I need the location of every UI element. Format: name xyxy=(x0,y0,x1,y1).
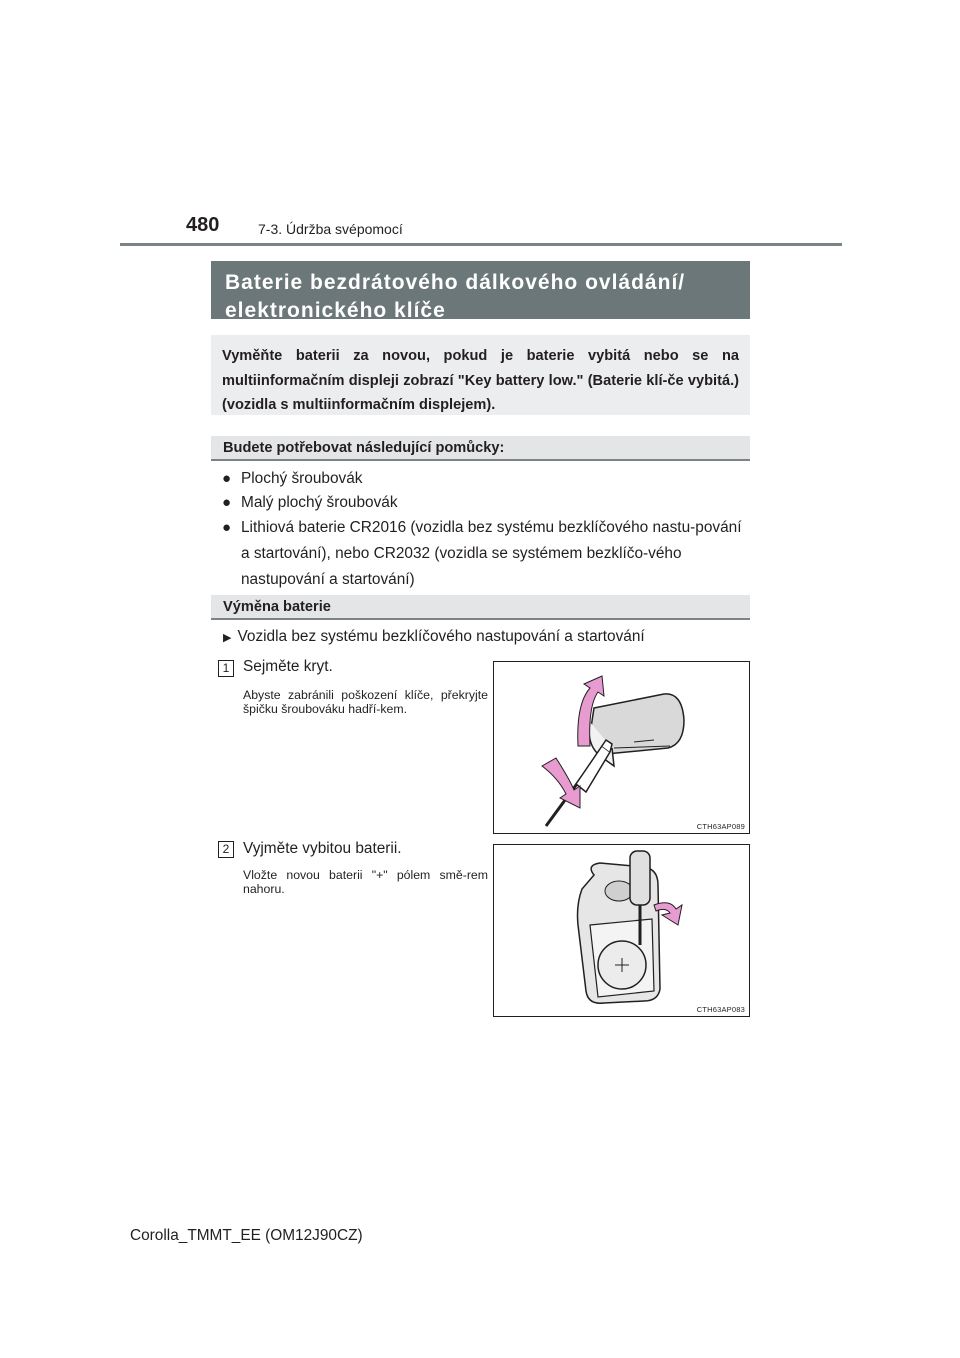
step-2-title: Vyjměte vybitou baterii. xyxy=(243,840,402,857)
figure-code-1: CTH63AP089 xyxy=(696,822,745,831)
battery-removal-illustration xyxy=(494,845,749,1016)
figure-remove-battery xyxy=(493,844,750,1017)
list-item-text: Malý plochý šroubovák xyxy=(241,494,398,511)
list-item xyxy=(222,515,750,593)
header-rule xyxy=(120,243,842,246)
list-item-text: Plochý šroubovák xyxy=(241,470,363,487)
step-1-note: Abyste zabránili poškození klíče, překryjte špičku šroubováku hadří-kem. xyxy=(243,688,488,716)
step-1-title: Sejměte kryt. xyxy=(243,658,333,675)
tools-heading-label: Budete potřebovat následující pomůcky: xyxy=(223,440,505,456)
page-number: 480 xyxy=(186,214,220,236)
subsection-text: Vozidla bez systému bezklíčového nastupování a startování xyxy=(237,628,645,645)
step-2-note: Vložte novou baterii "+" pólem smě-rem nahoru. xyxy=(243,868,488,896)
page-title-line-2: elektronického klíče xyxy=(225,299,446,322)
bullet-icon: ● xyxy=(222,494,232,511)
section-label: 7-3. Údržba svépomocí xyxy=(258,221,403,237)
triangle-arrow-icon: ▶ xyxy=(223,632,232,644)
tools-heading xyxy=(211,436,750,461)
bullet-icon: ● xyxy=(222,519,232,536)
tools-list xyxy=(222,467,750,593)
step-number-1: 1 xyxy=(218,660,234,677)
key-cover-illustration xyxy=(494,662,749,833)
list-item xyxy=(222,491,750,515)
replacement-heading-label: Výměna baterie xyxy=(223,599,331,615)
list-item-text: Lithiová baterie CR2016 (vozidla bez systému bezklíčového nastu-pování a startování), nebo CR2032 (vozidla se systémem bezklíčo-vého nastupování a startování) xyxy=(241,519,742,588)
footer-model: Corolla_TMMT_EE (OM12J90CZ) xyxy=(130,1227,363,1244)
step-number-2: 2 xyxy=(218,841,234,858)
list-item xyxy=(222,467,750,491)
title-band xyxy=(211,261,750,322)
figure-code-2: CTH63AP083 xyxy=(696,1005,745,1014)
intro-text: Vyměňte baterii za novou, pokud je baterie vybitá nebo se na multiinformačním displeji zobrazí "Key battery low." (Baterie klí-če vybitá.) (vozidla s multiinformačním displejem). xyxy=(222,348,739,413)
figure-remove-cover xyxy=(493,661,750,834)
page-title-line-1: Baterie bezdrátového dálkového ovládání/ xyxy=(225,271,686,294)
page-title xyxy=(225,269,740,325)
intro-box xyxy=(211,335,750,415)
subsection-title xyxy=(223,628,645,646)
replacement-heading xyxy=(211,595,750,620)
bullet-icon: ● xyxy=(222,470,232,487)
